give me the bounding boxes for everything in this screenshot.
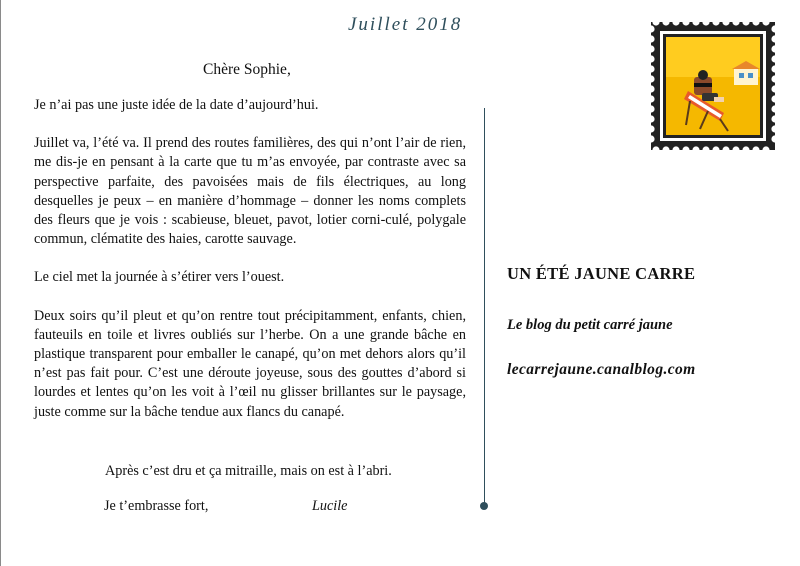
blog-title: UN ÉTÉ JAUNE CARRE — [507, 264, 696, 283]
letter-paragraph-2: Juillet va, l’été va. Il prend des routes familières, des qui n’ont l’air de rien, me dis-je en pensant à la carte que tu m’as envoyée, par contraste avec sa perspective parfaite, des pavoisées mais de fils électriques, au long desquelles je peux – en manière d’hommage – donner les noms complets des fleurs que je vois : scabieuse, bleuet, pavot, lotier corni-culé, polygale commun, clématite des haies, carotte sauvage. — [34, 135, 466, 248]
letter-signature: Lucile — [312, 498, 348, 514]
divider-end-dot — [480, 502, 488, 510]
letter-salutation: Chère Sophie, — [203, 61, 291, 78]
letter-date: Juillet 2018 — [348, 14, 463, 35]
card-left-edge — [0, 0, 1, 566]
letter-sign-off: Je t’embrasse fort, — [104, 498, 209, 514]
letter-body — [34, 96, 466, 441]
postage-stamp-icon — [650, 21, 776, 151]
letter-paragraph-1: Je n’ai pas une juste idée de la date d’aujourd’hui. — [34, 97, 319, 113]
letter-paragraph-4: Deux soirs qu’il pleut et qu’on rentre tout précipitamment, enfants, chien, fauteuils en toile et livres oubliés sur l’herbe. On a une grande bâche en plastique transparent pour emballer le canapé, qu’on met dehors alors qu’il n’est pas fait pour. C’est une déroute joyeuse, sous des gouttes d’abord si lourdes et lentes qu’on les voit à l’œil nu glisser brillantes sur le paysage, juste comme sur la bâche tendue aux flancs du canapé. — [34, 307, 466, 420]
letter-paragraph-3: Le ciel met la journée à s’étirer vers l’ouest. — [34, 269, 285, 286]
letter-closing-line: Après c’est dru et ça mitraille, mais on est à l’abri. — [105, 463, 392, 479]
blog-subtitle: Le blog du petit carré jaune — [507, 317, 673, 333]
blog-url: lecarrejaune.canalblog.com — [507, 361, 696, 378]
postcard-divider-line — [484, 108, 485, 506]
